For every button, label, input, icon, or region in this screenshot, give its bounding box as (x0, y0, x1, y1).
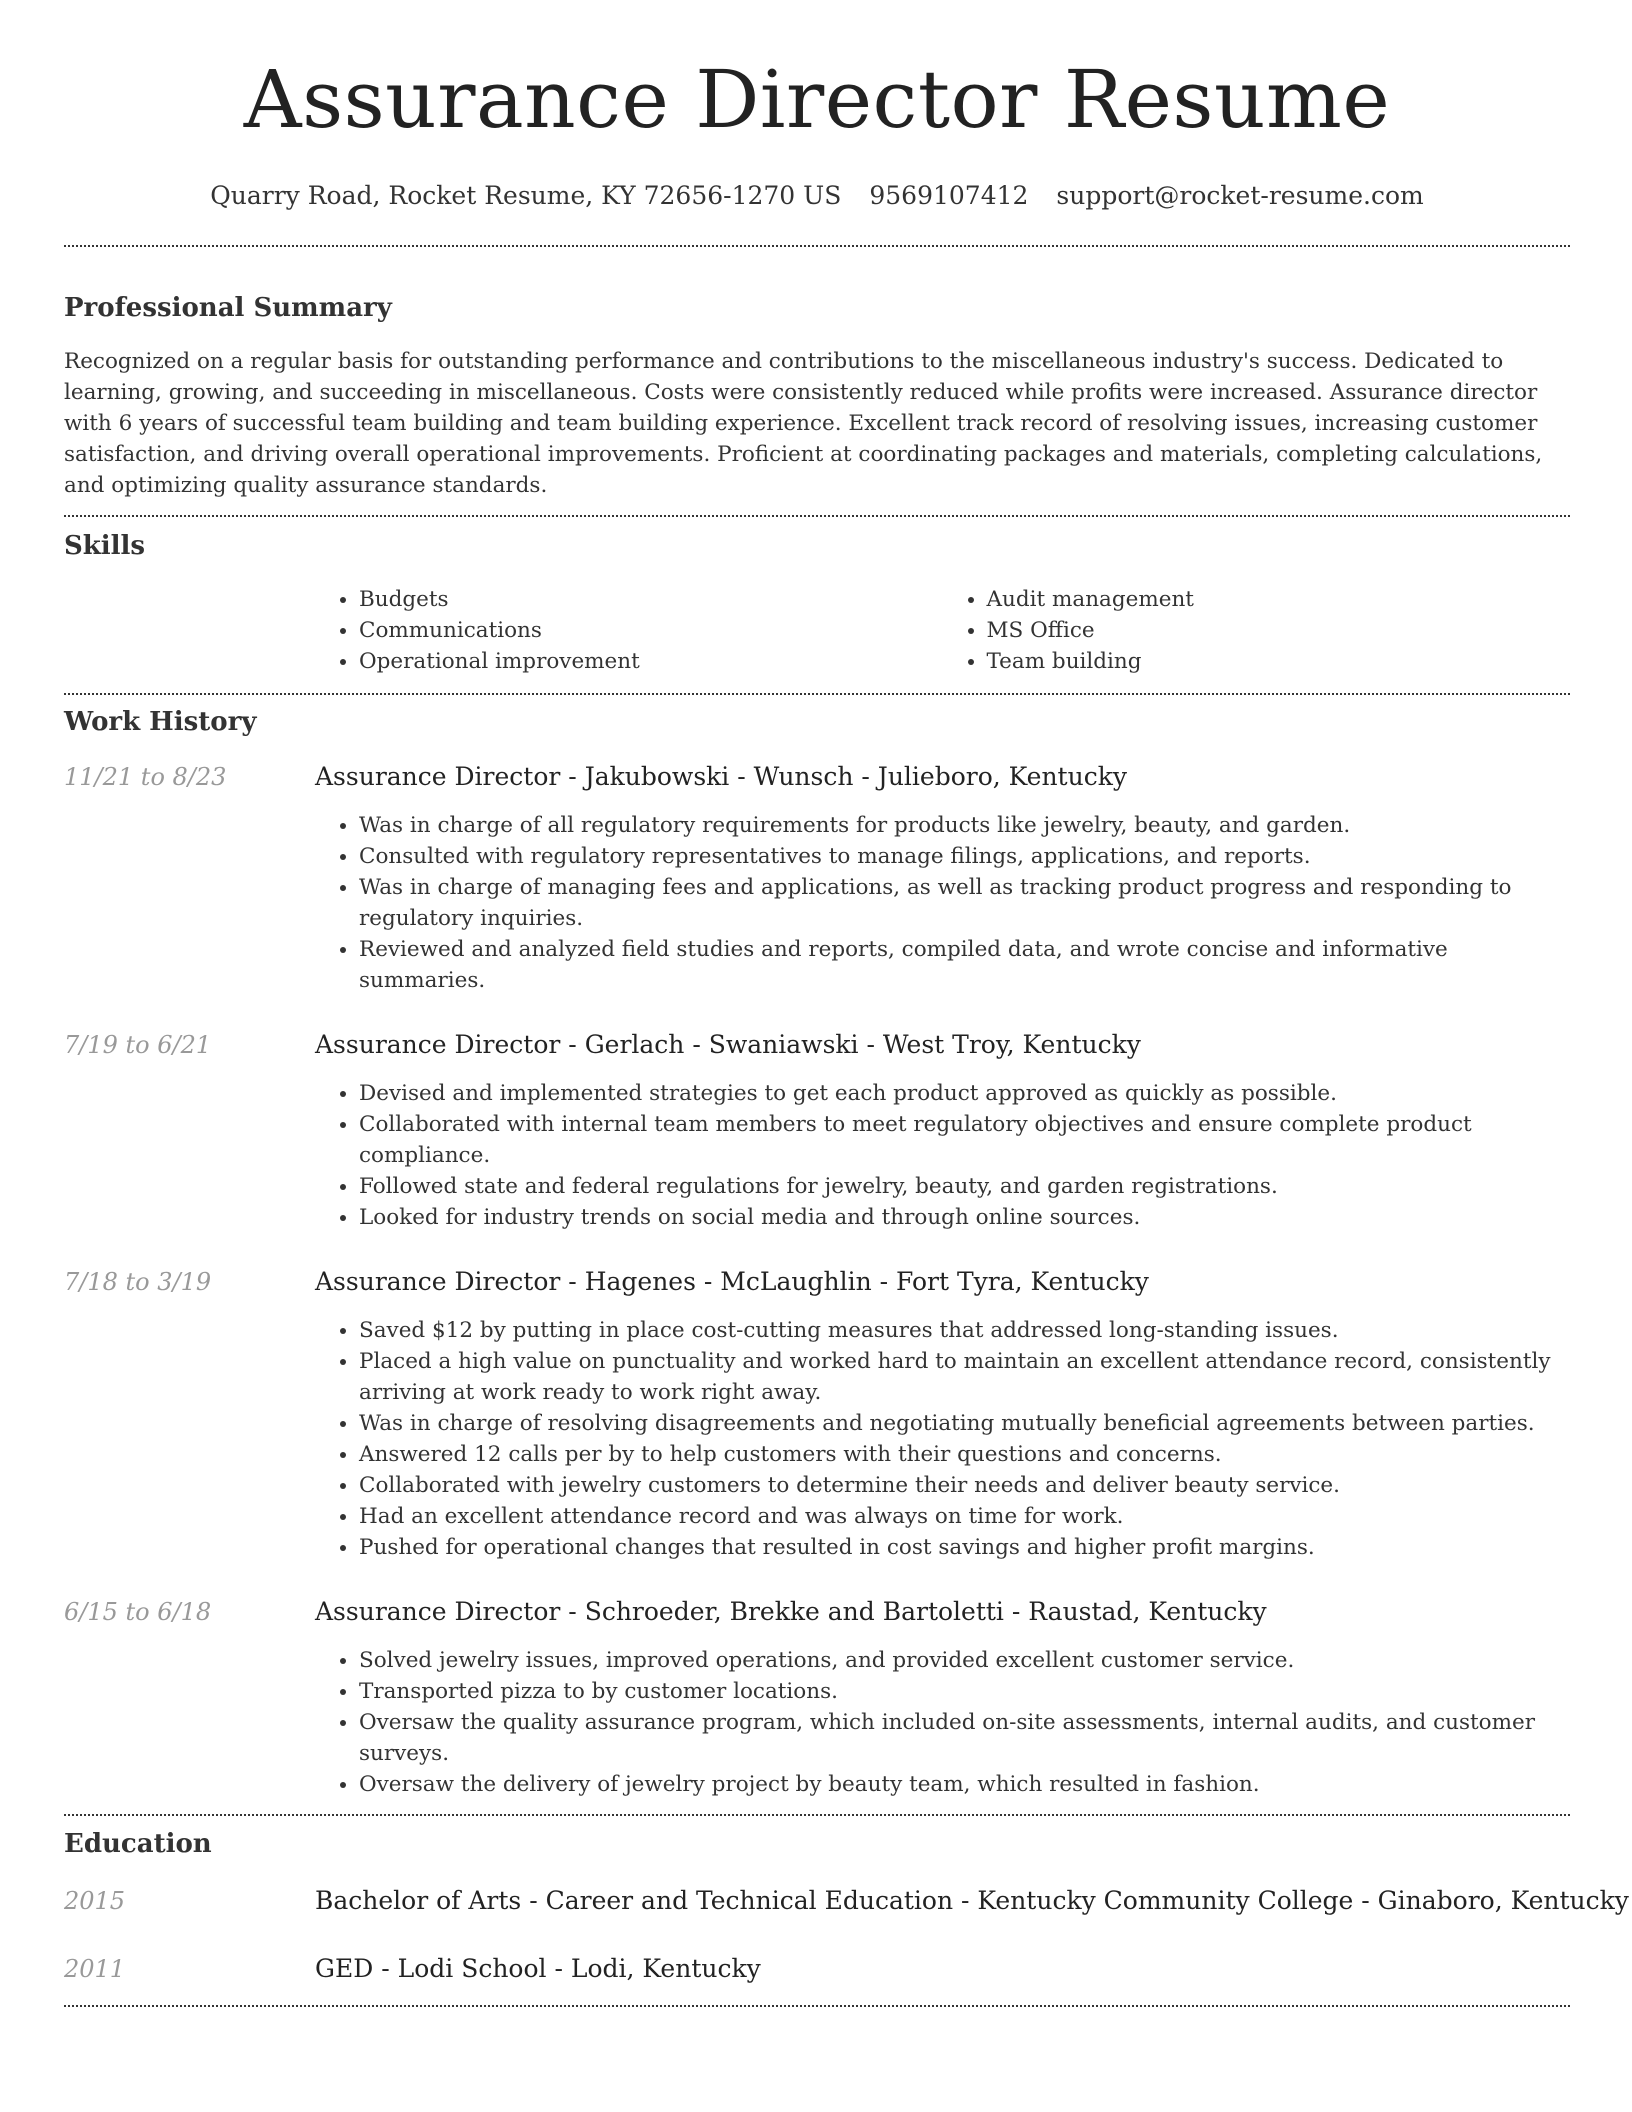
job-bullets (315, 1315, 1570, 1563)
divider (64, 515, 1570, 517)
job-heading: Assurance Director - Schroeder, Brekke and Bartoletti - Raustad, Kentucky (315, 1597, 1267, 1626)
job-bullet: • Oversaw the quality assurance program, which included on-site assessments, internal audits, and customer surveys. (359, 1707, 1570, 1769)
skills-column-left (315, 584, 943, 677)
job-entry (64, 761, 1570, 996)
section-title-work-history: Work History (64, 707, 257, 737)
contact-email: support@rocket-resume.com (1056, 181, 1424, 210)
skill-item: • Team building (987, 646, 1571, 677)
divider (64, 693, 1570, 695)
summary-text: Recognized on a regular basis for outstanding performance and contributions to the miscellaneous industry's success. Dedicated to learning, growing, and succeeding in miscellaneous. Costs were consistently reduced while profits were increased. Assurance director with 6 years of successful team building and team building experience. Excellent track record of resolving issues, increasing customer satisfaction, and driving overall operational improvements. Proficient at coordinating packages and materials, completing calculations, and optimizing quality assurance standards. (64, 349, 1543, 498)
job-heading: Assurance Director - Jakubowski - Wunsch - Julieboro, Kentucky (315, 762, 1127, 791)
contact-line (64, 180, 1570, 212)
job-entry (64, 1596, 1570, 1800)
job-bullet: • Had an excellent attendance record and was always on time for work. (359, 1501, 1570, 1532)
skills-column-right (943, 584, 1571, 677)
job-heading: Assurance Director - Gerlach - Swaniawski - West Troy, Kentucky (315, 1030, 1141, 1059)
job-bullet: • Placed a high value on punctuality and worked hard to maintain an excellent attendance record, consistently arriving at work ready to work right away. (359, 1346, 1570, 1408)
job-header (64, 1596, 1570, 1628)
divider (64, 2005, 1570, 2007)
job-entry (64, 1029, 1570, 1233)
job-bullet: • Was in charge of resolving disagreements and negotiating mutually beneficial agreements between parties. (359, 1408, 1570, 1439)
job-bullet: • Reviewed and analyzed field studies and reports, compiled data, and wrote concise and informative summaries. (359, 934, 1570, 996)
job-bullets (315, 1645, 1570, 1800)
job-bullet: • Solved jewelry issues, improved operations, and provided excellent customer service. (359, 1645, 1570, 1676)
job-bullet: • Saved $12 by putting in place cost-cutting measures that addressed long-standing issues. (359, 1315, 1570, 1346)
job-bullet: • Devised and implemented strategies to get each product approved as quickly as possible. (359, 1078, 1570, 1109)
job-bullet: • Oversaw the delivery of jewelry project by beauty team, which resulted in fashion. (359, 1769, 1570, 1800)
education-detail: Bachelor of Arts - Career and Technical Education - Kentucky Community College - Ginaboro, Kentucky (315, 1886, 1629, 1915)
job-header (64, 1029, 1570, 1061)
job-bullet: • Collaborated with internal team members to meet regulatory objectives and ensure complete product compliance. (359, 1109, 1570, 1171)
job-heading: Assurance Director - Hagenes - McLaughlin - Fort Tyra, Kentucky (315, 1267, 1149, 1296)
divider (64, 245, 1570, 247)
job-bullet: • Followed state and federal regulations for jewelry, beauty, and garden registrations. (359, 1171, 1570, 1202)
job-bullet: • Transported pizza to by customer locations. (359, 1676, 1570, 1707)
resume-page (64, 0, 1629, 2007)
job-bullet: • Consulted with regulatory representatives to manage filings, applications, and reports. (359, 841, 1570, 872)
job-bullet: • Was in charge of all regulatory requirements for products like jewelry, beauty, and garden. (359, 810, 1570, 841)
job-bullet: • Collaborated with jewelry customers to determine their needs and deliver beauty service. (359, 1470, 1570, 1501)
skills-list (315, 584, 1570, 677)
job-bullets (315, 1078, 1570, 1233)
education-detail: GED - Lodi School - Lodi, Kentucky (315, 1954, 761, 1983)
job-header (64, 761, 1570, 793)
job-header (64, 1266, 1570, 1298)
skill-item: • Audit management (987, 584, 1571, 615)
contact-address: Quarry Road, Rocket Resume, KY 72656-1270 US (210, 181, 842, 210)
job-dates: 7/19 to 6/21 (64, 1031, 212, 1059)
education-entry (64, 1885, 1629, 1917)
job-dates: 7/18 to 3/19 (64, 1268, 212, 1296)
resume-title: Assurance Director Resume (243, 53, 1391, 146)
job-bullet: • Pushed for operational changes that resulted in cost savings and higher profit margins. (359, 1532, 1570, 1563)
education-year: 2015 (64, 1887, 126, 1915)
skill-item: • Budgets (359, 584, 943, 615)
skill-item: • Communications (359, 615, 943, 646)
job-bullet: • Answered 12 calls per by to help customers with their questions and concerns. (359, 1439, 1570, 1470)
job-bullet: • Was in charge of managing fees and applications, as well as tracking product progress and responding to regulatory inquiries. (359, 872, 1570, 934)
job-entry (64, 1266, 1570, 1563)
job-bullets (315, 810, 1570, 996)
education-year: 2011 (64, 1955, 126, 1983)
section-title-education: Education (64, 1829, 212, 1859)
section-title-skills: Skills (64, 531, 146, 561)
job-dates: 6/15 to 6/18 (64, 1598, 212, 1626)
education-entry (64, 1953, 1570, 1985)
job-bullet: • Looked for industry trends on social media and through online sources. (359, 1202, 1570, 1233)
divider (64, 1814, 1570, 1816)
skill-item: • MS Office (987, 615, 1571, 646)
skill-item: • Operational improvement (359, 646, 943, 677)
job-dates: 11/21 to 8/23 (64, 763, 227, 791)
section-title-summary: Professional Summary (64, 293, 392, 323)
contact-phone: 9569107412 (869, 181, 1029, 210)
